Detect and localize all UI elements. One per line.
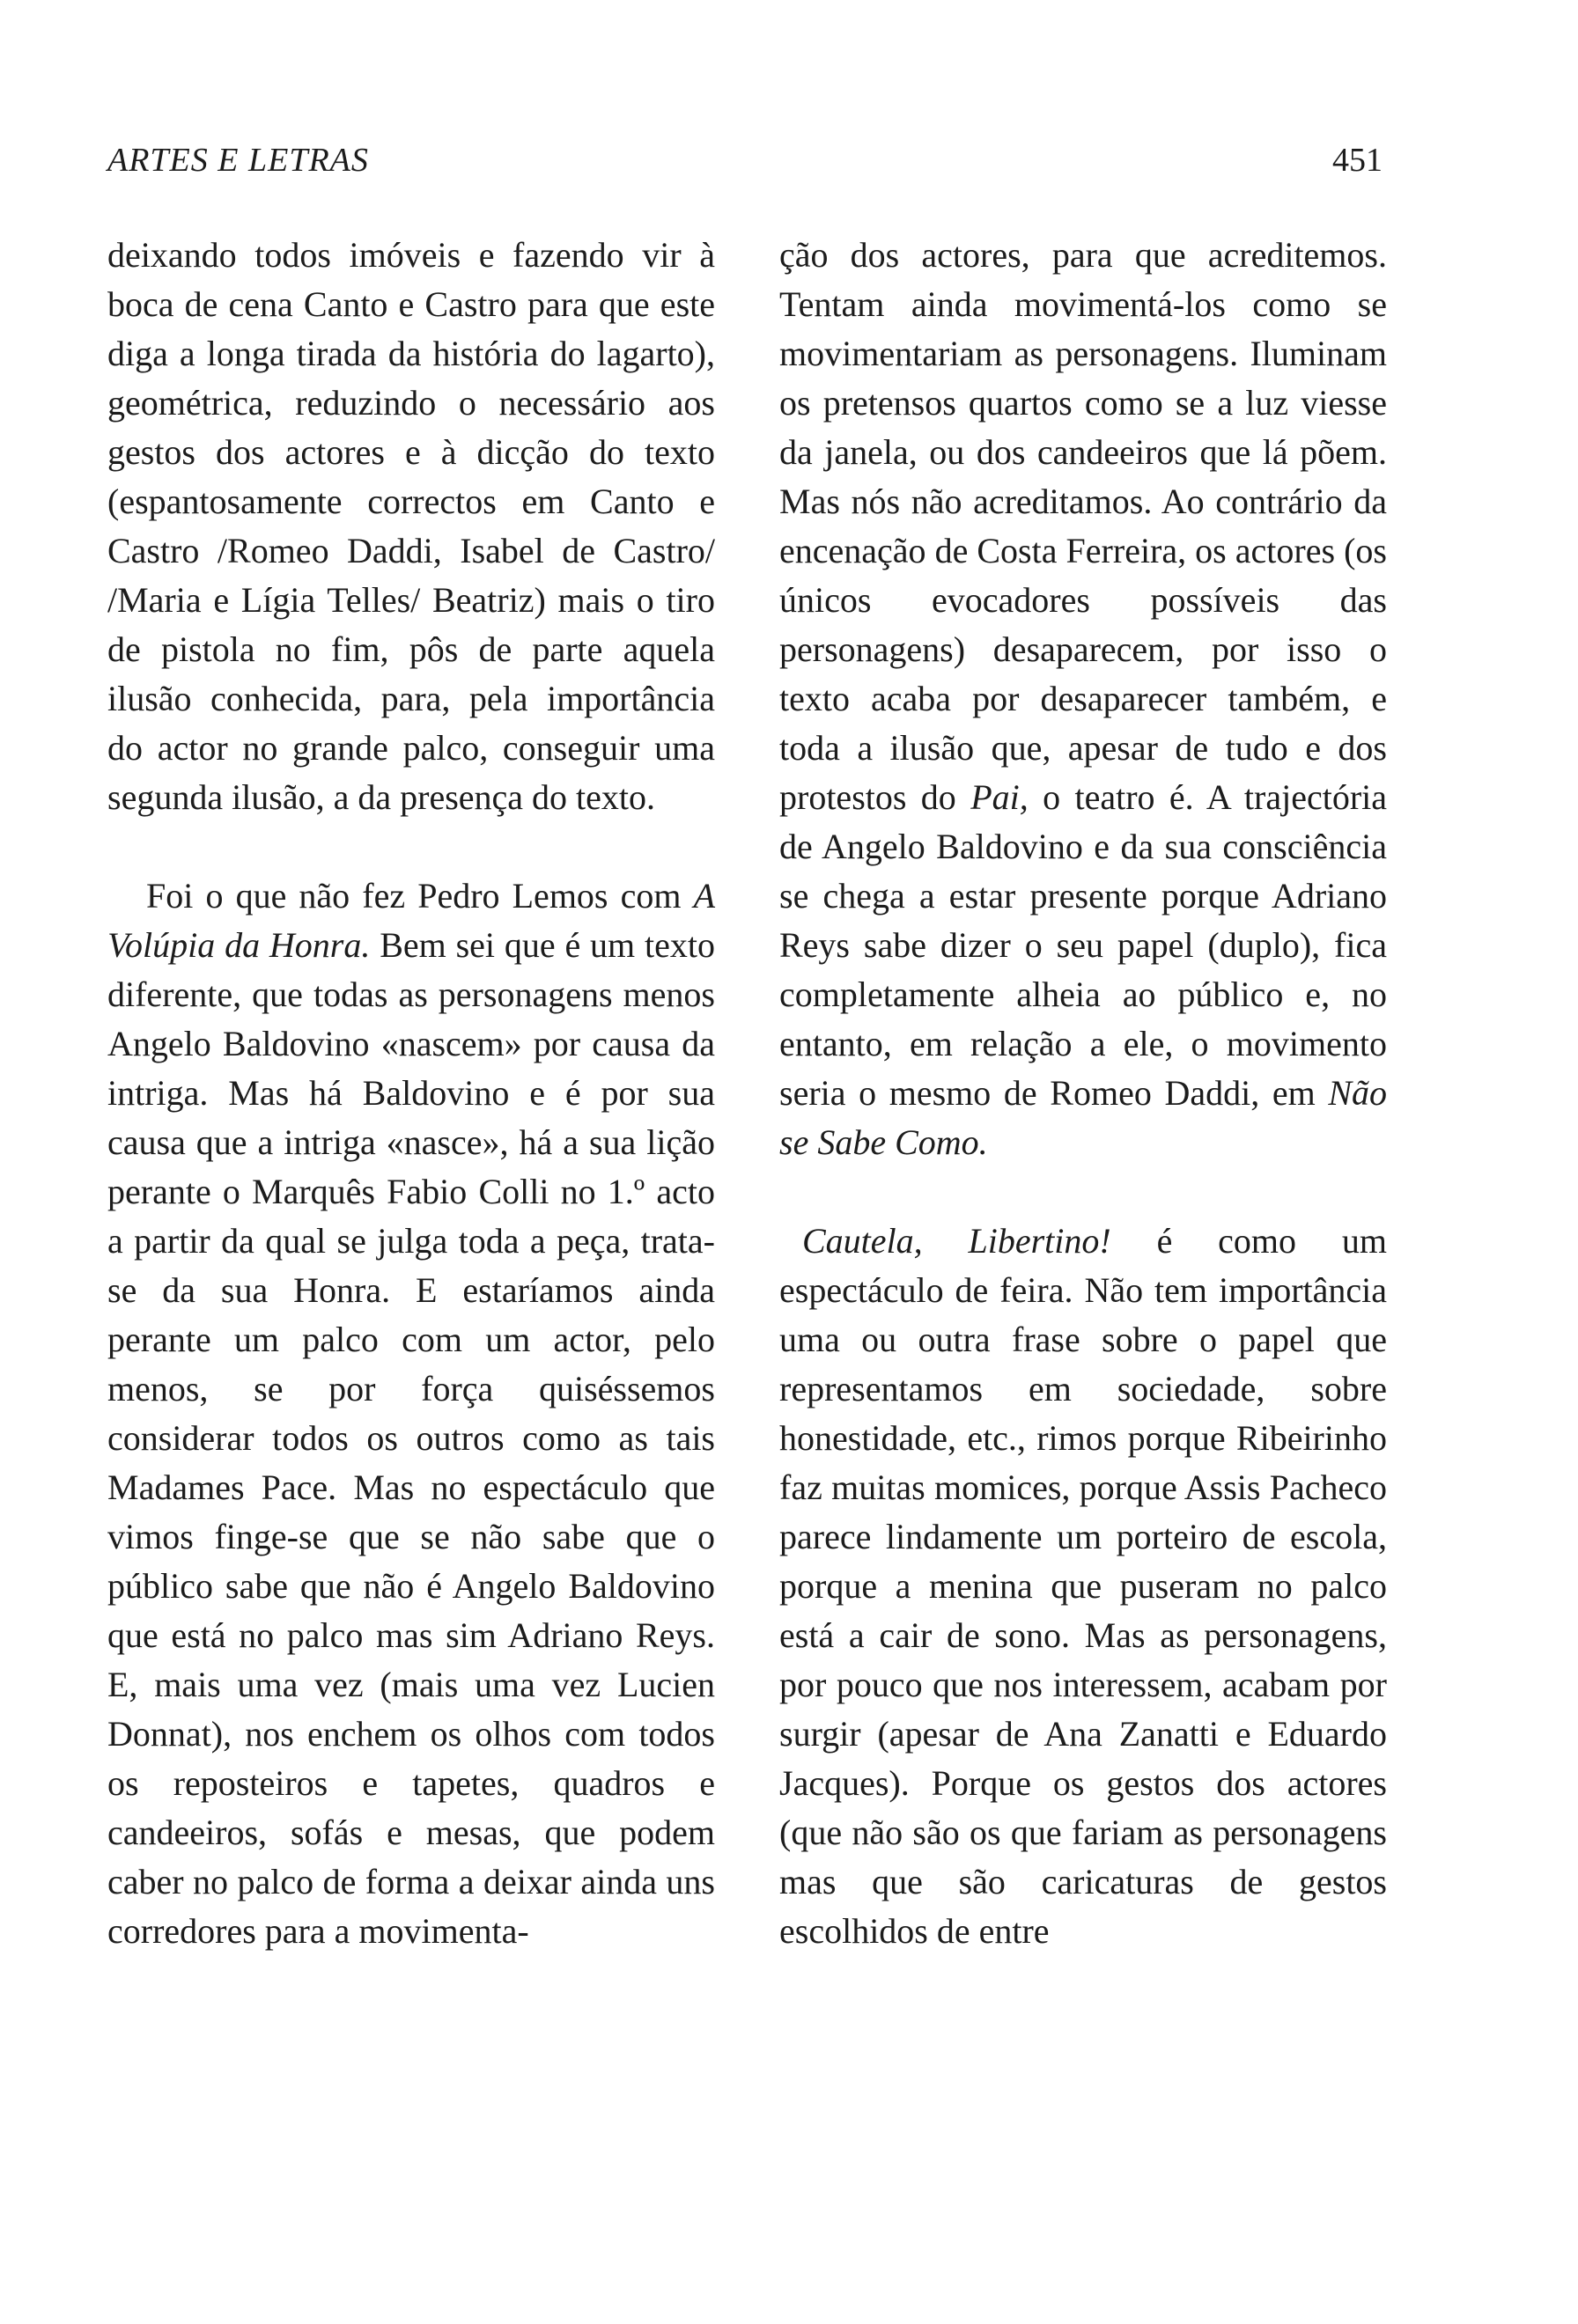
left-column <box>107 231 715 1956</box>
page-number: 451 <box>1332 142 1383 179</box>
paragraph-left-1 <box>107 231 715 822</box>
paragraph-text: Bem sei que é um texto diferente, que todas as personagens menos Angelo Baldovino «nascem» por causa da intriga. Mas há Baldovino e é por sua causa que a intriga «nasce», há a sua lição perante o Marquês Fabio Colli no 1.º acto a partir da qual se julga toda a peça, trata-se da sua Honra. E estaríamos ainda perante um palco com um actor, pelo menos, se por força quiséssemos considerar todos os outros como as tais Madames Pace. Mas no espectáculo que vimos finge-se que se não sabe que o público sabe que não é Angelo Baldovino que está no palco mas sim Adriano Reys. E, mais uma vez (mais uma vez Lucien Donnat), nos enchem os olhos com todos os reposteiros e tapetes, quadros e candeeiros, sofás e mesas, que podem caber no palco de forma a deixar ainda uns corredores para a movimenta- <box>107 925 715 1951</box>
paragraph-right-2 <box>779 1217 1387 1956</box>
running-title: ARTES E LETRAS <box>107 142 369 179</box>
paragraph-text: ção dos actores, para que acreditemos. Tentam ainda movimentá-los como se movimentariam as personagens. Iluminam os pretensos quartos como se a luz viesse da janela, ou dos candeeiros que lá põem. Mas nós não acreditamos. Ao contrário da encenação de Costa Ferreira, os actores (os únicos evocadores possíveis das personagens) desaparecem, por isso o texto acaba por desaparecer também, e toda a ilusão que, apesar de tudo e dos protestos do <box>779 235 1387 817</box>
paragraph-right-1 <box>779 231 1387 1167</box>
character-name-pai: Pai, <box>970 777 1029 817</box>
paragraph-text: Foi o que não fez Pedro Lemos com <box>146 876 694 916</box>
right-column <box>779 231 1387 1956</box>
paragraph-text: deixando todos imóveis e fazendo vir à boca de cena Canto e Castro para que este diga a longa tirada da história do lagarto), geométrica, reduzindo o necessário aos gestos dos actores e à dicção do texto (espantosamente correctos em Canto e Castro /Romeo Daddi, Isabel de Castro/ /Maria e Lígia Telles/ Beatriz) mais o tiro de pistola no fim, pôs de parte aquela ilusão conhecida, para, pela importância do actor no grande palco, conseguir uma segunda ilusão, a da presença do texto. <box>107 235 715 817</box>
paragraph-text: é como um espectáculo de feira. Não tem importância uma ou outra frase sobre o papel que representamos em sociedade, sobre honestidade, etc., rimos porque Ribeirinho faz muitas momices, porque Assis Pacheco parece lindamente um porteiro de escola, porque a menina que puseram no palco está a cair de sono. Mas as personagens, por pouco que nos interessem, acabam por surgir (apesar de Ana Zanatti e Eduardo Jacques). Porque os gestos dos actores (que não são os que fariam as personagens mas que são caricaturas de gestos escolhidos de entre <box>779 1221 1387 1951</box>
play-title-nao-se-sabe: Não se Sabe Como. <box>779 1073 1387 1162</box>
play-title-volupia: A Volúpia da Honra. <box>107 876 715 965</box>
paragraph-text: o teatro é. A trajectória de Angelo Baldovino e da sua consciência se chega a estar presente porque Adriano Reys sabe dizer o seu papel (duplo), fica completamente alheia ao público e, no entanto, em relação a ele, o movimento seria o mesmo de Romeo Daddi, em <box>779 777 1387 1113</box>
play-title-cautela: Cautela, Libertino! <box>802 1221 1111 1261</box>
paragraph-left-2 <box>107 872 715 1956</box>
